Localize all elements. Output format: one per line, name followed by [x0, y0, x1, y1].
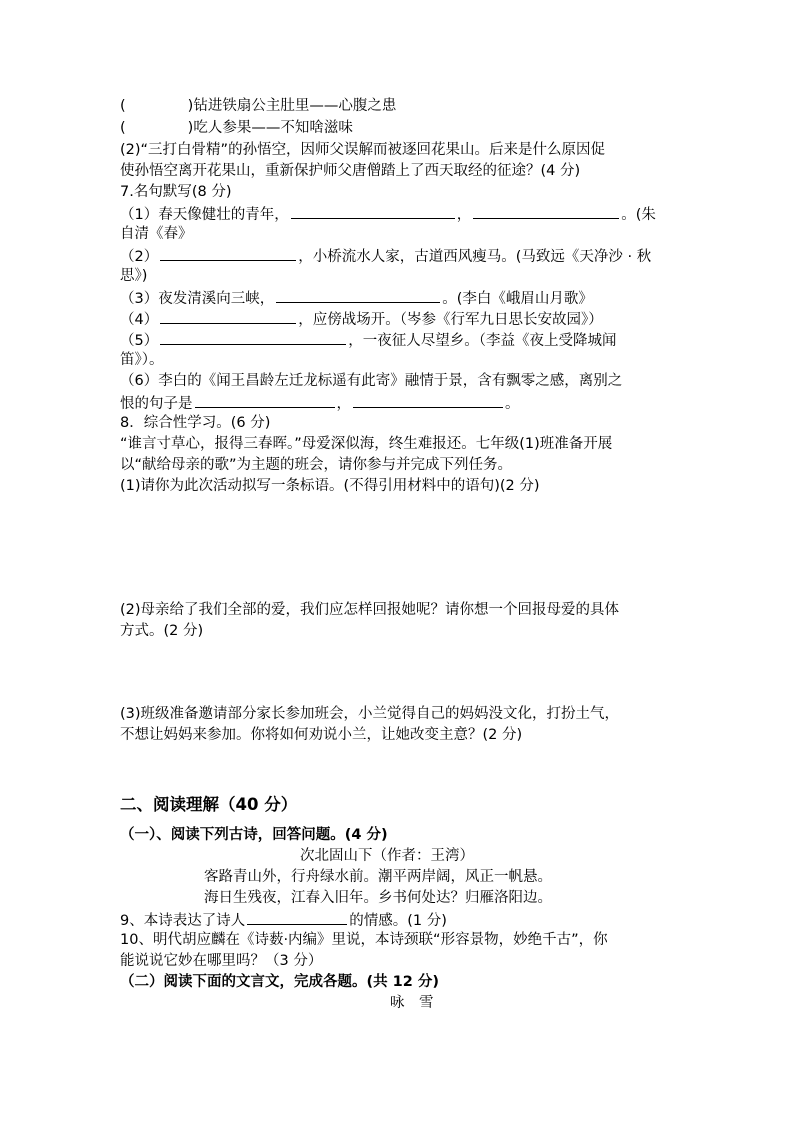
- q7-6-text-c: ，: [336, 396, 351, 412]
- prose-title: 咏 雪: [390, 995, 434, 1011]
- q7-6-text-d: 。: [505, 396, 520, 412]
- idiom-line-1: ( )钻进铁扇公主肚里——心腹之患: [120, 98, 397, 114]
- answer-blank[interactable]: [160, 309, 296, 324]
- q2-line-1: (2)“三打白骨精”的孙悟空，因师父误解而被逐回花果山。后来是什么原因促: [120, 142, 606, 158]
- q7-item-2-cont: 思》): [120, 268, 148, 284]
- q8-intro-1: “谁言寸草心，报得三春晖。”母爱深似海，终生难报还。七年级(1)班准备开展: [120, 436, 613, 452]
- q10-line-2: 能说说它妙在哪里吗？（3 分）: [120, 953, 323, 969]
- q7-4-text-b: ，应傍战场开。（岑参《行军九日思长安故园》）: [298, 312, 603, 328]
- q8-task-1: (1)请你为此次活动拟写一条标语。(不得引用材料中的语句)(2 分): [120, 478, 540, 494]
- q8-task-2-line-1: (2)母亲给了我们全部的爱，我们应怎样回报她呢？请你想一个回报母爱的具体: [120, 602, 620, 618]
- poem-line-1: 客路青山外，行舟绿水前。潮平两岸阔，风正一帆悬。: [204, 869, 552, 885]
- q10-line-1: 10、明代胡应麟在《诗薮·内编》里说，本诗颈联“形容景物，妙绝千古”，你: [120, 932, 608, 948]
- q7-item-1-cont: 自清《春》: [120, 226, 193, 242]
- q7-5-text-b: ，一夜征人尽望乡。（李益《夜上受降城闻: [348, 333, 617, 349]
- q7-4-text-a: （4）: [120, 312, 159, 328]
- subsection-2-heading: （二）阅读下面的文言文，完成各题。(共 12 分): [120, 974, 440, 990]
- q7-2-text-b: ，小桥流水人家，古道西风瘦马。(马致远《天净沙 · 秋: [298, 249, 652, 265]
- poem-title: 次北固山下（作者：王湾）: [300, 848, 474, 864]
- idiom-text-1: )钻进铁扇公主肚里——心腹之患: [187, 98, 397, 114]
- q7-item-3: [120, 288, 680, 309]
- q9-text-a: 9、本诗表达了诗人: [120, 913, 246, 929]
- q7-5-text-a: （5）: [120, 333, 159, 349]
- section-2-heading: 二、阅读理解（40 分）: [120, 795, 298, 814]
- q7-item-4: [120, 309, 680, 330]
- poem-line-2: 海日生残夜，江春入旧年。乡书何处达？归雁洛阳边。: [204, 890, 552, 906]
- q2-line-2: 使孙悟空离开花果山，重新保护师父唐僧踏上了西天取经的征途？(4 分): [120, 163, 581, 179]
- idiom-text-2: )吃人参果——不知啥滋味: [187, 120, 353, 136]
- q7-item-1: [120, 204, 680, 225]
- q8-task-3-line-2: 不想让妈妈来参加。你将如何劝说小兰，让她改变主意？(2 分): [120, 727, 523, 743]
- answer-blank[interactable]: [160, 330, 346, 345]
- q7-item-6-cont: [120, 393, 680, 414]
- q9: [120, 910, 680, 931]
- q7-3-text-b: 。(李白《峨眉山月歌》: [442, 291, 593, 307]
- q7-1-text-b: ，: [456, 207, 472, 223]
- q7-item-6: （6）李白的《闻王昌龄左迁龙标遥有此寄》融情于景，含有飘零之感，离别之: [120, 373, 623, 389]
- q7-1-text-a: （1）春天像健壮的青年，: [120, 207, 289, 223]
- q8-intro-2: 以“献给母亲的歌”为主题的班会，请你参与并完成下列任务。: [120, 457, 513, 473]
- answer-blank[interactable]: [276, 288, 440, 303]
- answer-blank[interactable]: [353, 393, 503, 408]
- q7-item-5-cont: 笛》）。: [120, 352, 164, 368]
- q7-2-text-a: （2）: [120, 249, 159, 265]
- answer-blank[interactable]: [473, 204, 619, 219]
- idiom-line-2: ( )吃人参果——不知啥滋味: [120, 120, 353, 136]
- q7-item-2: [120, 246, 680, 267]
- q9-text-b: 的情感。(1 分): [349, 913, 447, 929]
- answer-blank[interactable]: [160, 246, 296, 261]
- subsection-1-heading: （一）、阅读下列古诗，回答问题。(4 分): [120, 827, 388, 843]
- q7-3-text-a: （3）夜发清溪向三峡，: [120, 291, 275, 307]
- q7-6-text-b: 恨的句子是: [120, 396, 193, 412]
- answer-blank[interactable]: [247, 910, 347, 925]
- q8-task-2-line-2: 方式。(2 分): [120, 623, 204, 639]
- answer-blank[interactable]: [291, 204, 455, 219]
- q7-item-5: [120, 330, 680, 351]
- q7-1-text-c: 。(朱: [621, 207, 656, 223]
- answer-blank[interactable]: [195, 393, 335, 408]
- q8-task-3-line-1: (3)班级准备邀请部分家长参加班会，小兰觉得自己的妈妈没文化，打扮土气，: [120, 706, 620, 722]
- q7-title: 7.名句默写(8 分): [120, 184, 232, 200]
- q8-title: 8．综合性学习。(6 分): [120, 415, 271, 431]
